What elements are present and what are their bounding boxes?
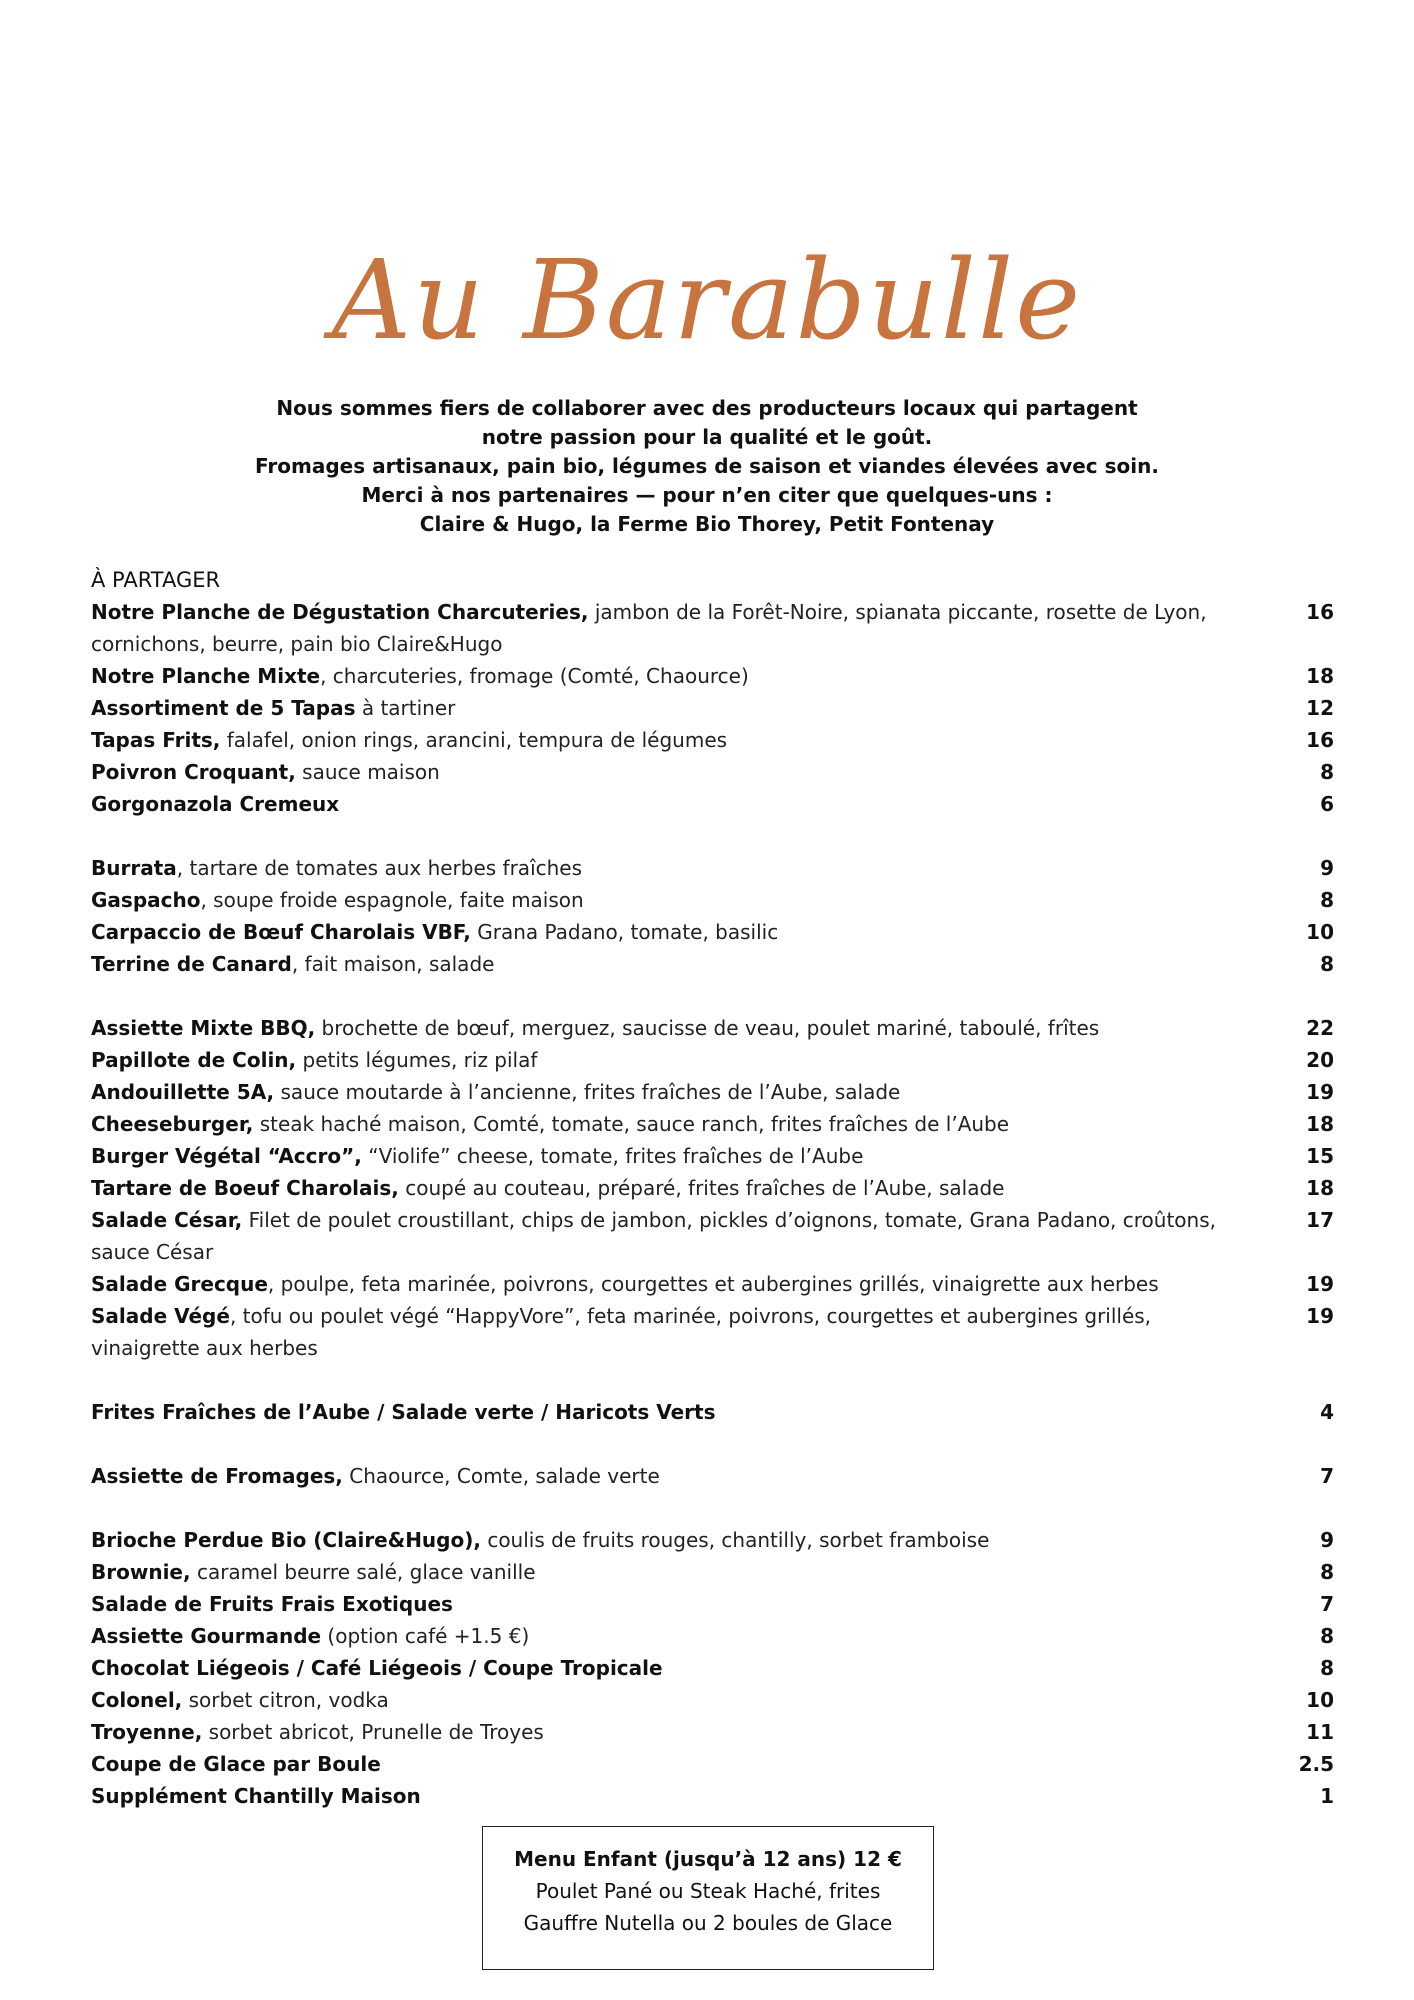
menu-item-name: Assortiment de 5 Tapas bbox=[91, 696, 356, 720]
menu-item bbox=[91, 1204, 1334, 1268]
menu-item-name: Poivron Croquant, bbox=[91, 760, 296, 784]
menu-item bbox=[91, 1460, 1334, 1492]
menu-item-price: 19 bbox=[1306, 1304, 1334, 1328]
menu-item bbox=[91, 1716, 1334, 1748]
menu-item bbox=[91, 1076, 1334, 1108]
menu-item bbox=[91, 1684, 1334, 1716]
menu-item-name: Burger Végétal “Accro”, bbox=[91, 1144, 362, 1168]
menu-item-description: Grana Padano, tomate, basilic bbox=[470, 920, 779, 944]
menu-item-name: Troyenne, bbox=[91, 1720, 203, 1744]
menu-item-description: jambon de la Forêt-Noire, spianata piccante, rosette de Lyon, cornichons, beurre, pain bio Claire&Hugo bbox=[91, 600, 1207, 656]
menu-item-name: Brioche Perdue Bio (Claire&Hugo), bbox=[91, 1528, 481, 1552]
menu-item bbox=[91, 1140, 1334, 1172]
group-spacer bbox=[91, 980, 1334, 1012]
menu-item-name: Salade de Fruits Frais Exotiques bbox=[91, 1592, 453, 1616]
menu-item-price: 1 bbox=[1320, 1784, 1334, 1808]
menu-item-name: Andouillette 5A, bbox=[91, 1080, 275, 1104]
menu-item-name: Salade César, bbox=[91, 1208, 243, 1232]
menu-item bbox=[91, 1620, 1334, 1652]
kids-menu-box bbox=[482, 1826, 934, 1970]
menu-item-name: Terrine de Canard bbox=[91, 952, 292, 976]
menu-item bbox=[91, 1396, 1334, 1428]
menu-item-description: falafel, onion rings, arancini, tempura de légumes bbox=[220, 728, 728, 752]
menu-item-description: coupé au couteau, préparé, frites fraîches de l’Aube, salade bbox=[398, 1176, 1005, 1200]
menu-item-price: 18 bbox=[1306, 664, 1334, 688]
intro-line: Merci à nos partenaires — pour n’en citer que quelques-uns : bbox=[361, 483, 1053, 507]
menu-item bbox=[91, 756, 1334, 788]
group-spacer bbox=[91, 1428, 1334, 1460]
menu-item-price: 9 bbox=[1320, 1528, 1334, 1552]
restaurant-logo: Au Barabulle bbox=[331, 236, 1083, 364]
menu-item bbox=[91, 1524, 1334, 1556]
menu-item-price: 17 bbox=[1306, 1208, 1334, 1232]
menu-item-name: Gaspacho bbox=[91, 888, 201, 912]
menu-item-name: Gorgonazola Cremeux bbox=[91, 792, 340, 816]
menu-item-price: 20 bbox=[1306, 1048, 1334, 1072]
menu-item-price: 19 bbox=[1306, 1272, 1334, 1296]
menu-item-name: Notre Planche Mixte bbox=[91, 664, 321, 688]
menu-item-price: 6 bbox=[1320, 792, 1334, 816]
menu-item-description: (option café +1.5 €) bbox=[321, 1624, 530, 1648]
menu-item-description: brochette de bœuf, merguez, saucisse de veau, poulet mariné, taboulé, frîtes bbox=[315, 1016, 1100, 1040]
group-spacer bbox=[91, 820, 1334, 852]
kids-menu-line: Poulet Pané ou Steak Haché, frites bbox=[535, 1879, 881, 1903]
menu-item-price: 15 bbox=[1306, 1144, 1334, 1168]
menu-item-name: Frites Fraîches de l’Aube / Salade verte / Haricots Verts bbox=[91, 1400, 716, 1424]
menu-item-price: 7 bbox=[1320, 1592, 1334, 1616]
menu-item-price: 8 bbox=[1320, 1656, 1334, 1680]
menu-item-price: 8 bbox=[1320, 952, 1334, 976]
menu-item-description: sorbet abricot, Prunelle de Troyes bbox=[202, 1720, 544, 1744]
menu-item-price: 18 bbox=[1306, 1176, 1334, 1200]
menu-item-name: Assiette Mixte BBQ, bbox=[91, 1016, 316, 1040]
menu-item-name: Papillote de Colin, bbox=[91, 1048, 297, 1072]
menu-item bbox=[91, 1588, 1334, 1620]
menu-item-description: coulis de fruits rouges, chantilly, sorbet framboise bbox=[480, 1528, 990, 1552]
kids-menu-line: Gauffre Nutella ou 2 boules de Glace bbox=[523, 1911, 893, 1935]
menu-item-price: 9 bbox=[1320, 856, 1334, 880]
menu-item-price: 16 bbox=[1306, 728, 1334, 752]
menu-item-description: sauce moutarde à l’ancienne, frites fraîches de l’Aube, salade bbox=[274, 1080, 901, 1104]
menu-item bbox=[91, 916, 1334, 948]
menu-item-name: Salade Végé bbox=[91, 1304, 230, 1328]
menu-item-price: 11 bbox=[1306, 1720, 1334, 1744]
menu-item-price: 10 bbox=[1306, 1688, 1334, 1712]
menu-item-name: Tapas Frits, bbox=[91, 728, 221, 752]
menu-item-name: Supplément Chantilly Maison bbox=[91, 1784, 421, 1808]
menu-item-name: Assiette Gourmande bbox=[91, 1624, 322, 1648]
menu-item-name: Coupe de Glace par Boule bbox=[91, 1752, 381, 1776]
menu-item bbox=[91, 1012, 1334, 1044]
menu-item-description: , soupe froide espagnole, faite maison bbox=[200, 888, 584, 912]
menu-item-name: Cheeseburger, bbox=[91, 1112, 254, 1136]
menu-item-name: Colonel, bbox=[91, 1688, 183, 1712]
menu-item bbox=[91, 1652, 1334, 1684]
menu-item bbox=[91, 788, 1334, 820]
menu-item-price: 2.5 bbox=[1298, 1752, 1334, 1776]
menu-item bbox=[91, 948, 1334, 980]
menu-item-name: Brownie, bbox=[91, 1560, 191, 1584]
menu-item-name: Tartare de Boeuf Charolais, bbox=[91, 1176, 399, 1200]
menu-item-description: , tartare de tomates aux herbes fraîches bbox=[176, 856, 583, 880]
intro-line: notre passion pour la qualité et le goût. bbox=[481, 425, 933, 449]
menu-item-price: 18 bbox=[1306, 1112, 1334, 1136]
menu-item-description: caramel beurre salé, glace vanille bbox=[190, 1560, 536, 1584]
menu-item bbox=[91, 1748, 1334, 1780]
menu-item-price: 8 bbox=[1320, 1624, 1334, 1648]
menu-item-description: “Violife” cheese, tomate, frites fraîches de l’Aube bbox=[361, 1144, 864, 1168]
menu-item-description: à tartiner bbox=[355, 696, 456, 720]
menu-item-description: , fait maison, salade bbox=[291, 952, 495, 976]
menu-item bbox=[91, 1268, 1334, 1300]
menu-item-description: , charcuteries, fromage (Comté, Chaource) bbox=[320, 664, 749, 688]
menu-item-price: 7 bbox=[1320, 1464, 1334, 1488]
menu-item-description: Filet de poulet croustillant, chips de jambon, pickles d’oignons, tomate, Grana Padano, croûtons, sauce César bbox=[91, 1208, 1216, 1264]
menu-item-price: 16 bbox=[1306, 600, 1334, 624]
section-title: À PARTAGER bbox=[91, 568, 221, 592]
menu-item-name: Salade Grecque bbox=[91, 1272, 268, 1296]
group-spacer bbox=[91, 1364, 1334, 1396]
menu-item-description: , tofu ou poulet végé “HappyVore”, feta marinée, poivrons, courgettes et aubergines grillés, vinaigrette aux herbes bbox=[91, 1304, 1152, 1360]
intro-line: Fromages artisanaux, pain bio, légumes de saison et viandes élevées avec soin. bbox=[255, 454, 1159, 478]
menu-item-price: 22 bbox=[1306, 1016, 1334, 1040]
menu-item bbox=[91, 1780, 1334, 1812]
menu-item-name: Notre Planche de Dégustation Charcuteries, bbox=[91, 600, 589, 624]
group-spacer bbox=[91, 1492, 1334, 1524]
kids-menu-title: Menu Enfant (jusqu’à 12 ans) 12 € bbox=[514, 1847, 902, 1871]
menu-item bbox=[91, 724, 1334, 756]
menu-item-description: Chaource, Comte, salade verte bbox=[342, 1464, 660, 1488]
menu-item-price: 4 bbox=[1320, 1400, 1334, 1424]
menu-item-description: sorbet citron, vodka bbox=[182, 1688, 389, 1712]
menu-item bbox=[91, 1044, 1334, 1076]
menu-item-price: 12 bbox=[1306, 696, 1334, 720]
intro-line: Claire & Hugo, la Ferme Bio Thorey, Petit Fontenay bbox=[419, 512, 995, 536]
menu-item-name: Burrata bbox=[91, 856, 177, 880]
menu-item bbox=[91, 1172, 1334, 1204]
menu-item-name: Carpaccio de Bœuf Charolais VBF, bbox=[91, 920, 471, 944]
menu-item-description: , poulpe, feta marinée, poivrons, courgettes et aubergines grillés, vinaigrette aux herbes bbox=[267, 1272, 1159, 1296]
menu-item bbox=[91, 660, 1334, 692]
menu-item bbox=[91, 596, 1334, 660]
menu-item-description: petits légumes, riz pilaf bbox=[296, 1048, 538, 1072]
menu-item-name: Chocolat Liégeois / Café Liégeois / Coupe Tropicale bbox=[91, 1656, 663, 1680]
menu-item-price: 8 bbox=[1320, 1560, 1334, 1584]
intro-line: Nous sommes fiers de collaborer avec des producteurs locaux qui partagent bbox=[276, 396, 1138, 420]
menu-item bbox=[91, 1108, 1334, 1140]
menu-item-name: Assiette de Fromages, bbox=[91, 1464, 343, 1488]
menu-item-description: steak haché maison, Comté, tomate, sauce ranch, frites fraîches de l’Aube bbox=[253, 1112, 1010, 1136]
menu-item-price: 10 bbox=[1306, 920, 1334, 944]
menu-item bbox=[91, 884, 1334, 916]
menu-item bbox=[91, 692, 1334, 724]
menu-item-price: 8 bbox=[1320, 760, 1334, 784]
menu-item-price: 19 bbox=[1306, 1080, 1334, 1104]
intro-text bbox=[200, 394, 1214, 539]
menu-item-description: sauce maison bbox=[295, 760, 440, 784]
menu-item-price: 8 bbox=[1320, 888, 1334, 912]
menu-item bbox=[91, 852, 1334, 884]
menu-item bbox=[91, 1300, 1334, 1364]
menu-list bbox=[91, 564, 1334, 1812]
menu-item bbox=[91, 1556, 1334, 1588]
